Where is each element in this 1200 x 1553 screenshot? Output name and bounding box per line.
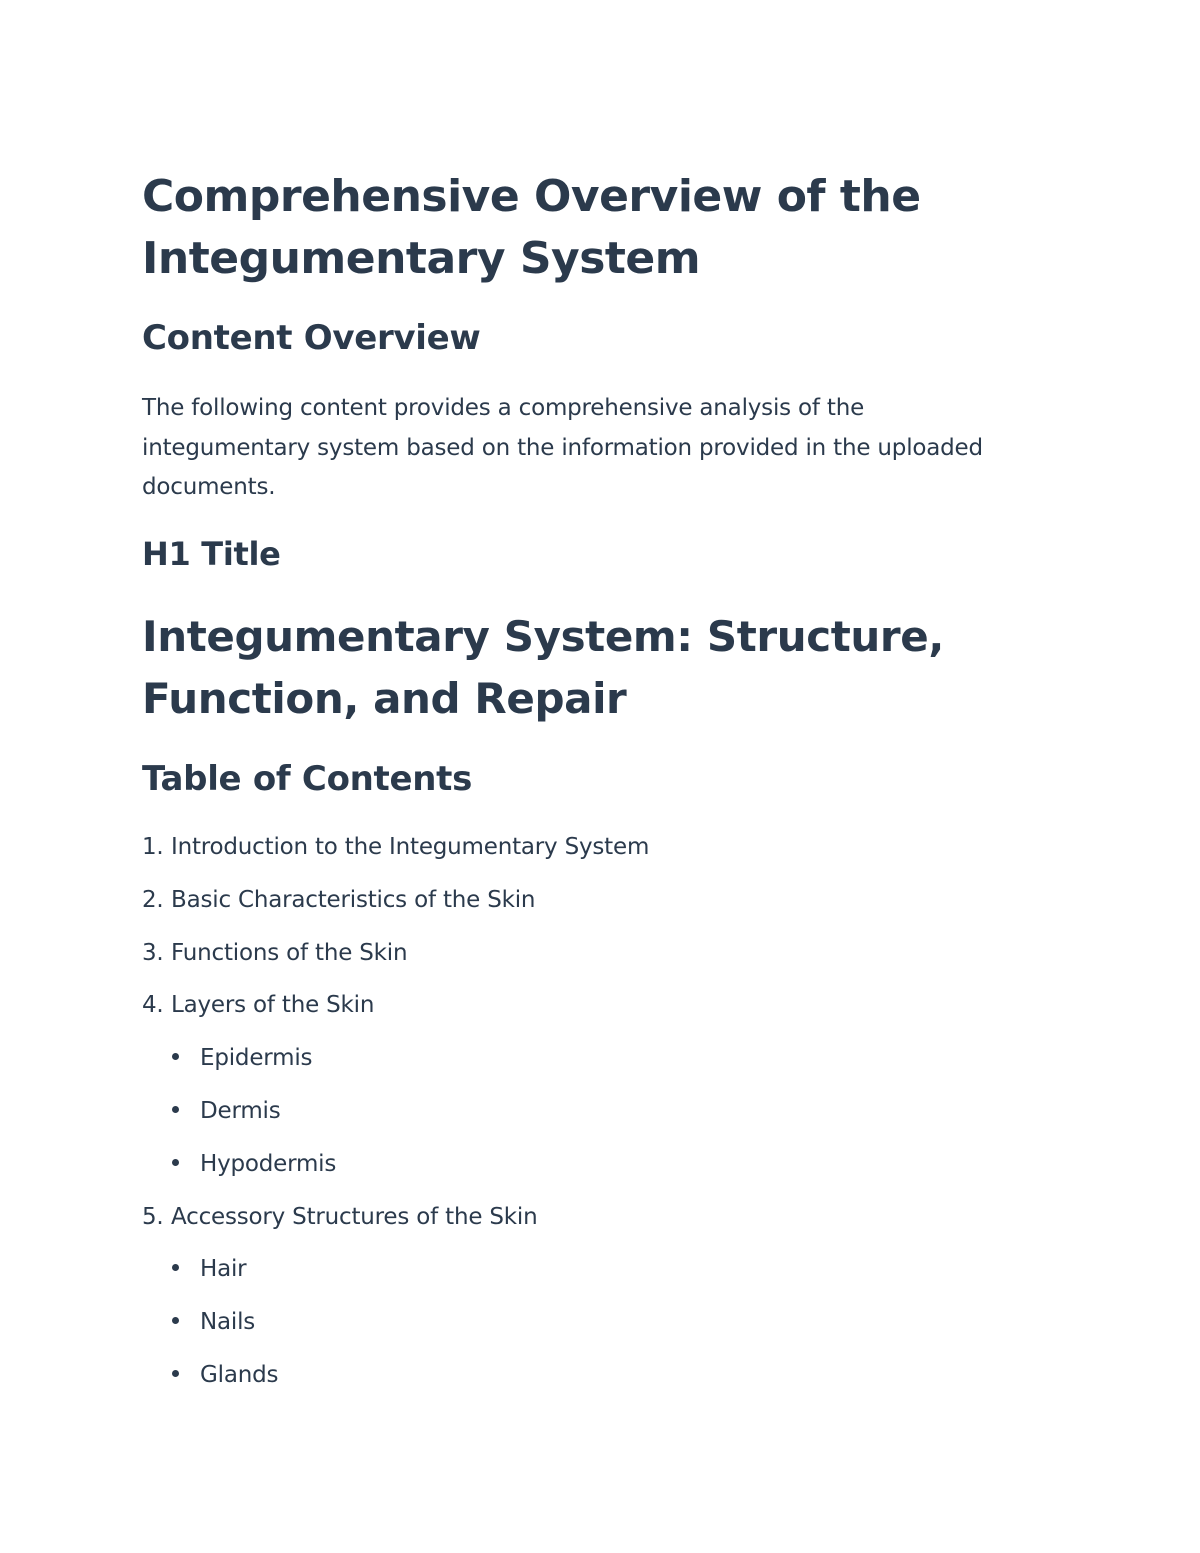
toc-item-number: 3. <box>142 939 164 966</box>
toc-subitem <box>142 1250 649 1303</box>
toc-heading: Table of Contents <box>142 759 473 799</box>
document-title-line-1: Comprehensive Overview of the <box>142 171 921 222</box>
bullet-icon <box>172 1317 179 1324</box>
toc-item-number: 4. <box>142 992 164 1019</box>
toc-subitem <box>142 1092 649 1145</box>
document-title <box>142 166 921 290</box>
toc-subitem-label: Glands <box>200 1361 279 1388</box>
toc-item-label: Accessory Structures of the Skin <box>171 1203 538 1230</box>
toc-item-number: 5. <box>142 1203 164 1230</box>
document-title-line-2: Integumentary System <box>142 233 701 284</box>
toc-item <box>142 828 649 881</box>
toc-item-label: Basic Characteristics of the Skin <box>171 886 536 913</box>
toc-item <box>142 1198 649 1251</box>
toc-item-label: Functions of the Skin <box>171 939 408 966</box>
bullet-icon <box>172 1159 179 1166</box>
intro-line-3: documents. <box>142 474 276 500</box>
toc-subitem-label: Hair <box>200 1256 247 1283</box>
main-title <box>142 606 944 730</box>
toc-subitem-label: Nails <box>200 1309 256 1336</box>
toc-subitem <box>142 1145 649 1198</box>
toc-item-number: 1. <box>142 834 164 860</box>
intro-line-2: integumentary system based on the information provided in the uploaded <box>142 434 983 461</box>
toc-item <box>142 934 649 987</box>
table-of-contents <box>142 828 649 1409</box>
toc-subitem-label: Epidermis <box>200 1045 313 1072</box>
toc-subitem <box>142 1303 649 1356</box>
bullet-icon <box>172 1370 179 1377</box>
bullet-icon <box>172 1106 179 1113</box>
main-title-line-1: Integumentary System: Structure, <box>142 612 944 661</box>
bullet-icon <box>172 1053 179 1060</box>
toc-subitem-label: Dermis <box>200 1097 281 1124</box>
h1-title-label: H1 Title <box>142 535 281 573</box>
content-overview-heading: Content Overview <box>142 318 481 358</box>
intro-paragraph <box>142 389 1072 508</box>
toc-item <box>142 881 649 934</box>
toc-subitem-label: Hypodermis <box>200 1150 337 1177</box>
bullet-icon <box>172 1264 179 1271</box>
toc-item <box>142 986 649 1039</box>
main-title-line-2: Function, and Repair <box>142 674 627 723</box>
toc-item-label: Introduction to the Integumentary System <box>171 834 650 860</box>
intro-line-1: The following content provides a comprehensive analysis of the <box>142 395 865 421</box>
toc-subitem <box>142 1039 649 1092</box>
toc-item-number: 2. <box>142 886 164 913</box>
toc-subitem <box>142 1356 649 1409</box>
toc-item-label: Layers of the Skin <box>171 992 375 1019</box>
